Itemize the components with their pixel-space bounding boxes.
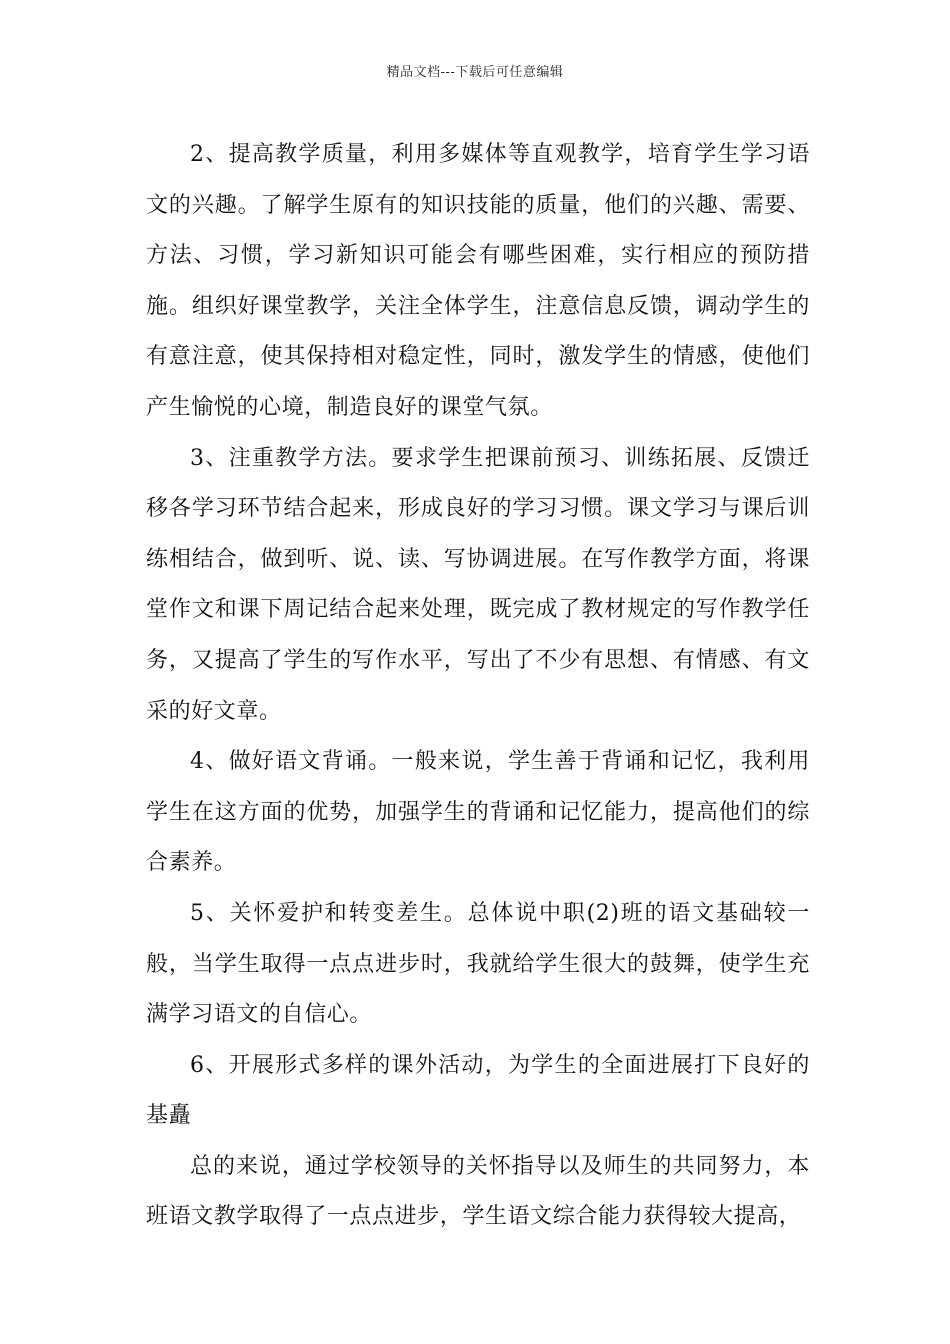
paragraph-item-2: 2、提高教学质量，利用多媒体等直观教学，培育学生学习语文的兴趣。了解学生原有的知识技能的质量，他们的兴趣、需要、方法、习惯，学习新知识可能会有哪些困难，实行相应的预防措施。组织好课堂教学，关注全体学生，注意信息反馈，调动学生的有意注意，使其保持相对稳定性，同时，激发学生的情感，使他们产生愉悦的心境，制造良好的课堂气氛。 bbox=[146, 142, 810, 420]
page-header: 精品文档---下载后可任意编辑 bbox=[386, 65, 564, 80]
paragraph-item-4: 4、做好语文背诵。一般来说，学生善于背诵和记忆，我利用学生在这方面的优势，加强学生的背诵和记忆能力，提高他们的综合素养。 bbox=[146, 749, 810, 876]
paragraph-item-3: 3、注重教学方法。要求学生把课前预习、训练拓展、反馈迁移各学习环节结合起来，形成良好的学习习惯。课文学习与课后训练相结合，做到听、说、读、写协调进展。在写作教学方面，将课堂作文和课下周记结合起来处理，既完成了教材规定的写作教学任务，又提高了学生的写作水平，写出了不少有思想、有情感、有文采的好文章。 bbox=[146, 445, 810, 724]
document-body bbox=[146, 130, 810, 1243]
paragraph-summary: 总的来说，通过学校领导的关怀指导以及师生的共同努力，本班语文教学取得了一点点进步，学生语文综合能力获得较大提高， bbox=[146, 1153, 810, 1230]
paragraph-item-5: 5、关怀爱护和转变差生。总体说中职(2)班的语文基础较一般，当学生取得一点点进步时，我就给学生很大的鼓舞，使学生充满学习语文的自信心。 bbox=[146, 900, 810, 1028]
paragraph-item-6: 6、开展形式多样的课外活动，为学生的全面进展打下良好的基矗 bbox=[146, 1052, 810, 1129]
